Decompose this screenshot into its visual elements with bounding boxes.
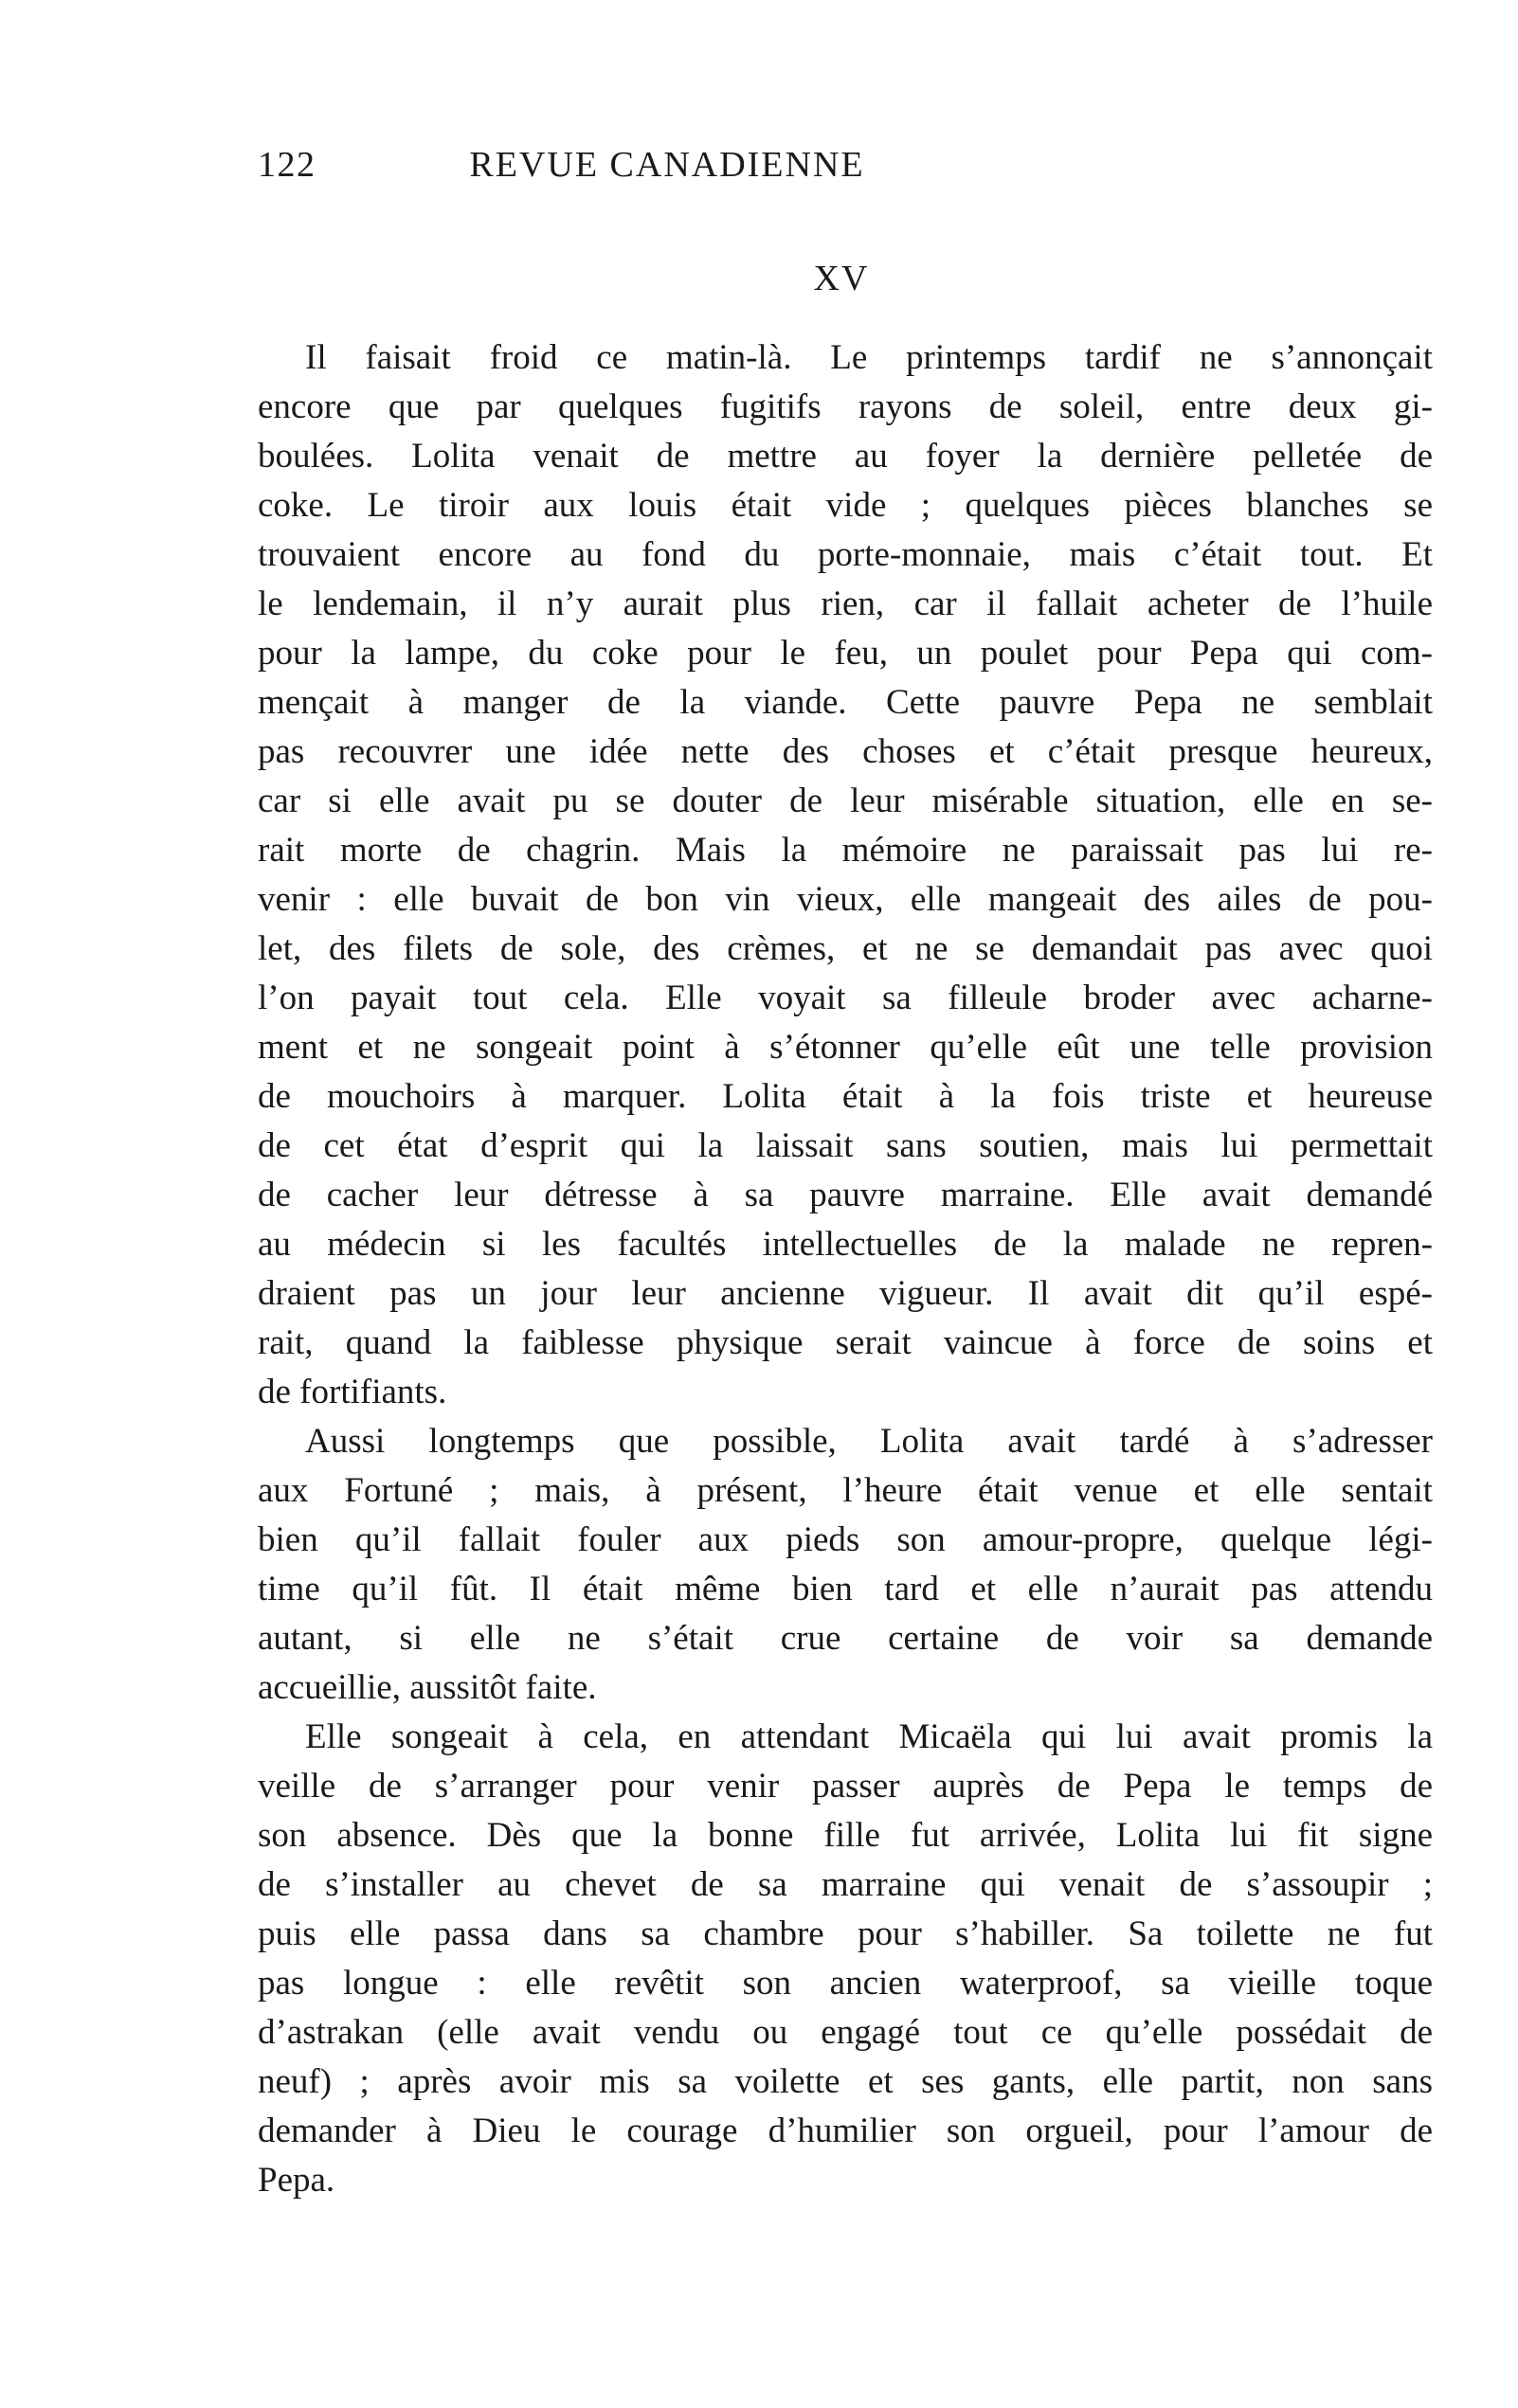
text-line: encore que par quelques fugitifs rayons de soleil, entre deux gi- bbox=[258, 387, 1433, 426]
text-line: le lendemain, il n’y aurait plus rien, car il fallait acheter de l’huile bbox=[258, 584, 1433, 623]
text-line: de mouchoirs à marquer. Lolita était à la fois triste et heureuse bbox=[258, 1077, 1433, 1116]
text-line: ment et ne songeait point à s’étonner qu’elle eût une telle provision bbox=[258, 1028, 1433, 1067]
text-line: let, des filets de sole, des crèmes, et ne se demandait pas avec quoi bbox=[258, 929, 1433, 968]
text-line: son absence. Dès que la bonne fille fut arrivée, Lolita lui fit signe bbox=[258, 1816, 1433, 1855]
text-line: neuf) ; après avoir mis sa voilette et ses gants, elle partit, non sans bbox=[258, 2062, 1433, 2101]
text-line: de s’installer au chevet de sa marraine qui venait de s’assoupir ; bbox=[258, 1865, 1433, 1904]
text-line: car si elle avait pu se douter de leur misérable situation, elle en se- bbox=[258, 782, 1433, 820]
text-line: accueillie, aussitôt faite. bbox=[258, 1668, 597, 1707]
paragraph bbox=[258, 333, 1433, 1417]
text-line: d’astrakan (elle avait vendu ou engagé tout ce qu’elle possédait de bbox=[258, 2013, 1433, 2052]
paragraph bbox=[258, 1417, 1433, 1713]
text-line: draient pas un jour leur ancienne vigueur. Il avait dit qu’il espé- bbox=[258, 1274, 1433, 1313]
text-line: Pepa. bbox=[258, 2161, 335, 2200]
text-line: de fortifiants. bbox=[258, 1373, 447, 1411]
text-line: pour la lampe, du coke pour le feu, un poulet pour Pepa qui com- bbox=[258, 634, 1433, 673]
text-line: Aussi longtemps que possible, Lolita avait tardé à s’adresser bbox=[305, 1422, 1433, 1461]
text-line: Il faisait froid ce matin-là. Le printemps tardif ne s’annonçait bbox=[305, 338, 1433, 377]
text-line: aux Fortuné ; mais, à présent, l’heure était venue et elle sentait bbox=[258, 1471, 1433, 1510]
text-line: demander à Dieu le courage d’humilier son orgueil, pour l’amour de bbox=[258, 2111, 1433, 2150]
chapter-heading: XV bbox=[813, 259, 870, 298]
text-line: veille de s’arranger pour venir passer auprès de Pepa le temps de bbox=[258, 1767, 1433, 1806]
page-header bbox=[258, 144, 1076, 197]
text-line: time qu’il fût. Il était même bien tard et elle n’aurait pas attendu bbox=[258, 1570, 1433, 1608]
text-line: mençait à manger de la viande. Cette pauvre Pepa ne semblait bbox=[258, 683, 1433, 722]
text-line: de cet état d’esprit qui la laissait sans soutien, mais lui permettait bbox=[258, 1126, 1433, 1165]
text-line: au médecin si les facultés intellectuelles de la malade ne repren- bbox=[258, 1225, 1433, 1264]
running-title: REVUE CANADIENNE bbox=[469, 145, 865, 185]
text-line: rait, quand la faiblesse physique serait vaincue à force de soins et bbox=[258, 1323, 1433, 1362]
text-line: bien qu’il fallait fouler aux pieds son amour-propre, quelque légi- bbox=[258, 1520, 1433, 1559]
text-line: boulées. Lolita venait de mettre au foyer la dernière pelletée de bbox=[258, 437, 1433, 476]
text-line: coke. Le tiroir aux louis était vide ; quelques pièces blanches se bbox=[258, 486, 1433, 525]
text-line: trouvaient encore au fond du porte-monnaie, mais c’était tout. Et bbox=[258, 535, 1433, 574]
text-line: autant, si elle ne s’était crue certaine de voir sa demande bbox=[258, 1619, 1433, 1658]
text-line: puis elle passa dans sa chambre pour s’habiller. Sa toilette ne fut bbox=[258, 1914, 1433, 1953]
text-line: l’on payait tout cela. Elle voyait sa filleule broder avec acharne- bbox=[258, 979, 1433, 1017]
paragraph bbox=[258, 1713, 1433, 2205]
page-number: 122 bbox=[258, 145, 316, 185]
text-line: de cacher leur détresse à sa pauvre marraine. Elle avait demandé bbox=[258, 1176, 1433, 1214]
text-line: pas longue : elle revêtit son ancien waterproof, sa vieille toque bbox=[258, 1964, 1433, 2003]
chapter-body bbox=[258, 333, 1433, 2205]
text-line: pas recouvrer une idée nette des choses et c’était presque heureux, bbox=[258, 732, 1433, 771]
text-line: Elle songeait à cela, en attendant Micaëla qui lui avait promis la bbox=[305, 1717, 1433, 1756]
text-line: venir : elle buvait de bon vin vieux, elle mangeait des ailes de pou- bbox=[258, 880, 1433, 919]
text-line: rait morte de chagrin. Mais la mémoire ne paraissait pas lui re- bbox=[258, 831, 1433, 870]
